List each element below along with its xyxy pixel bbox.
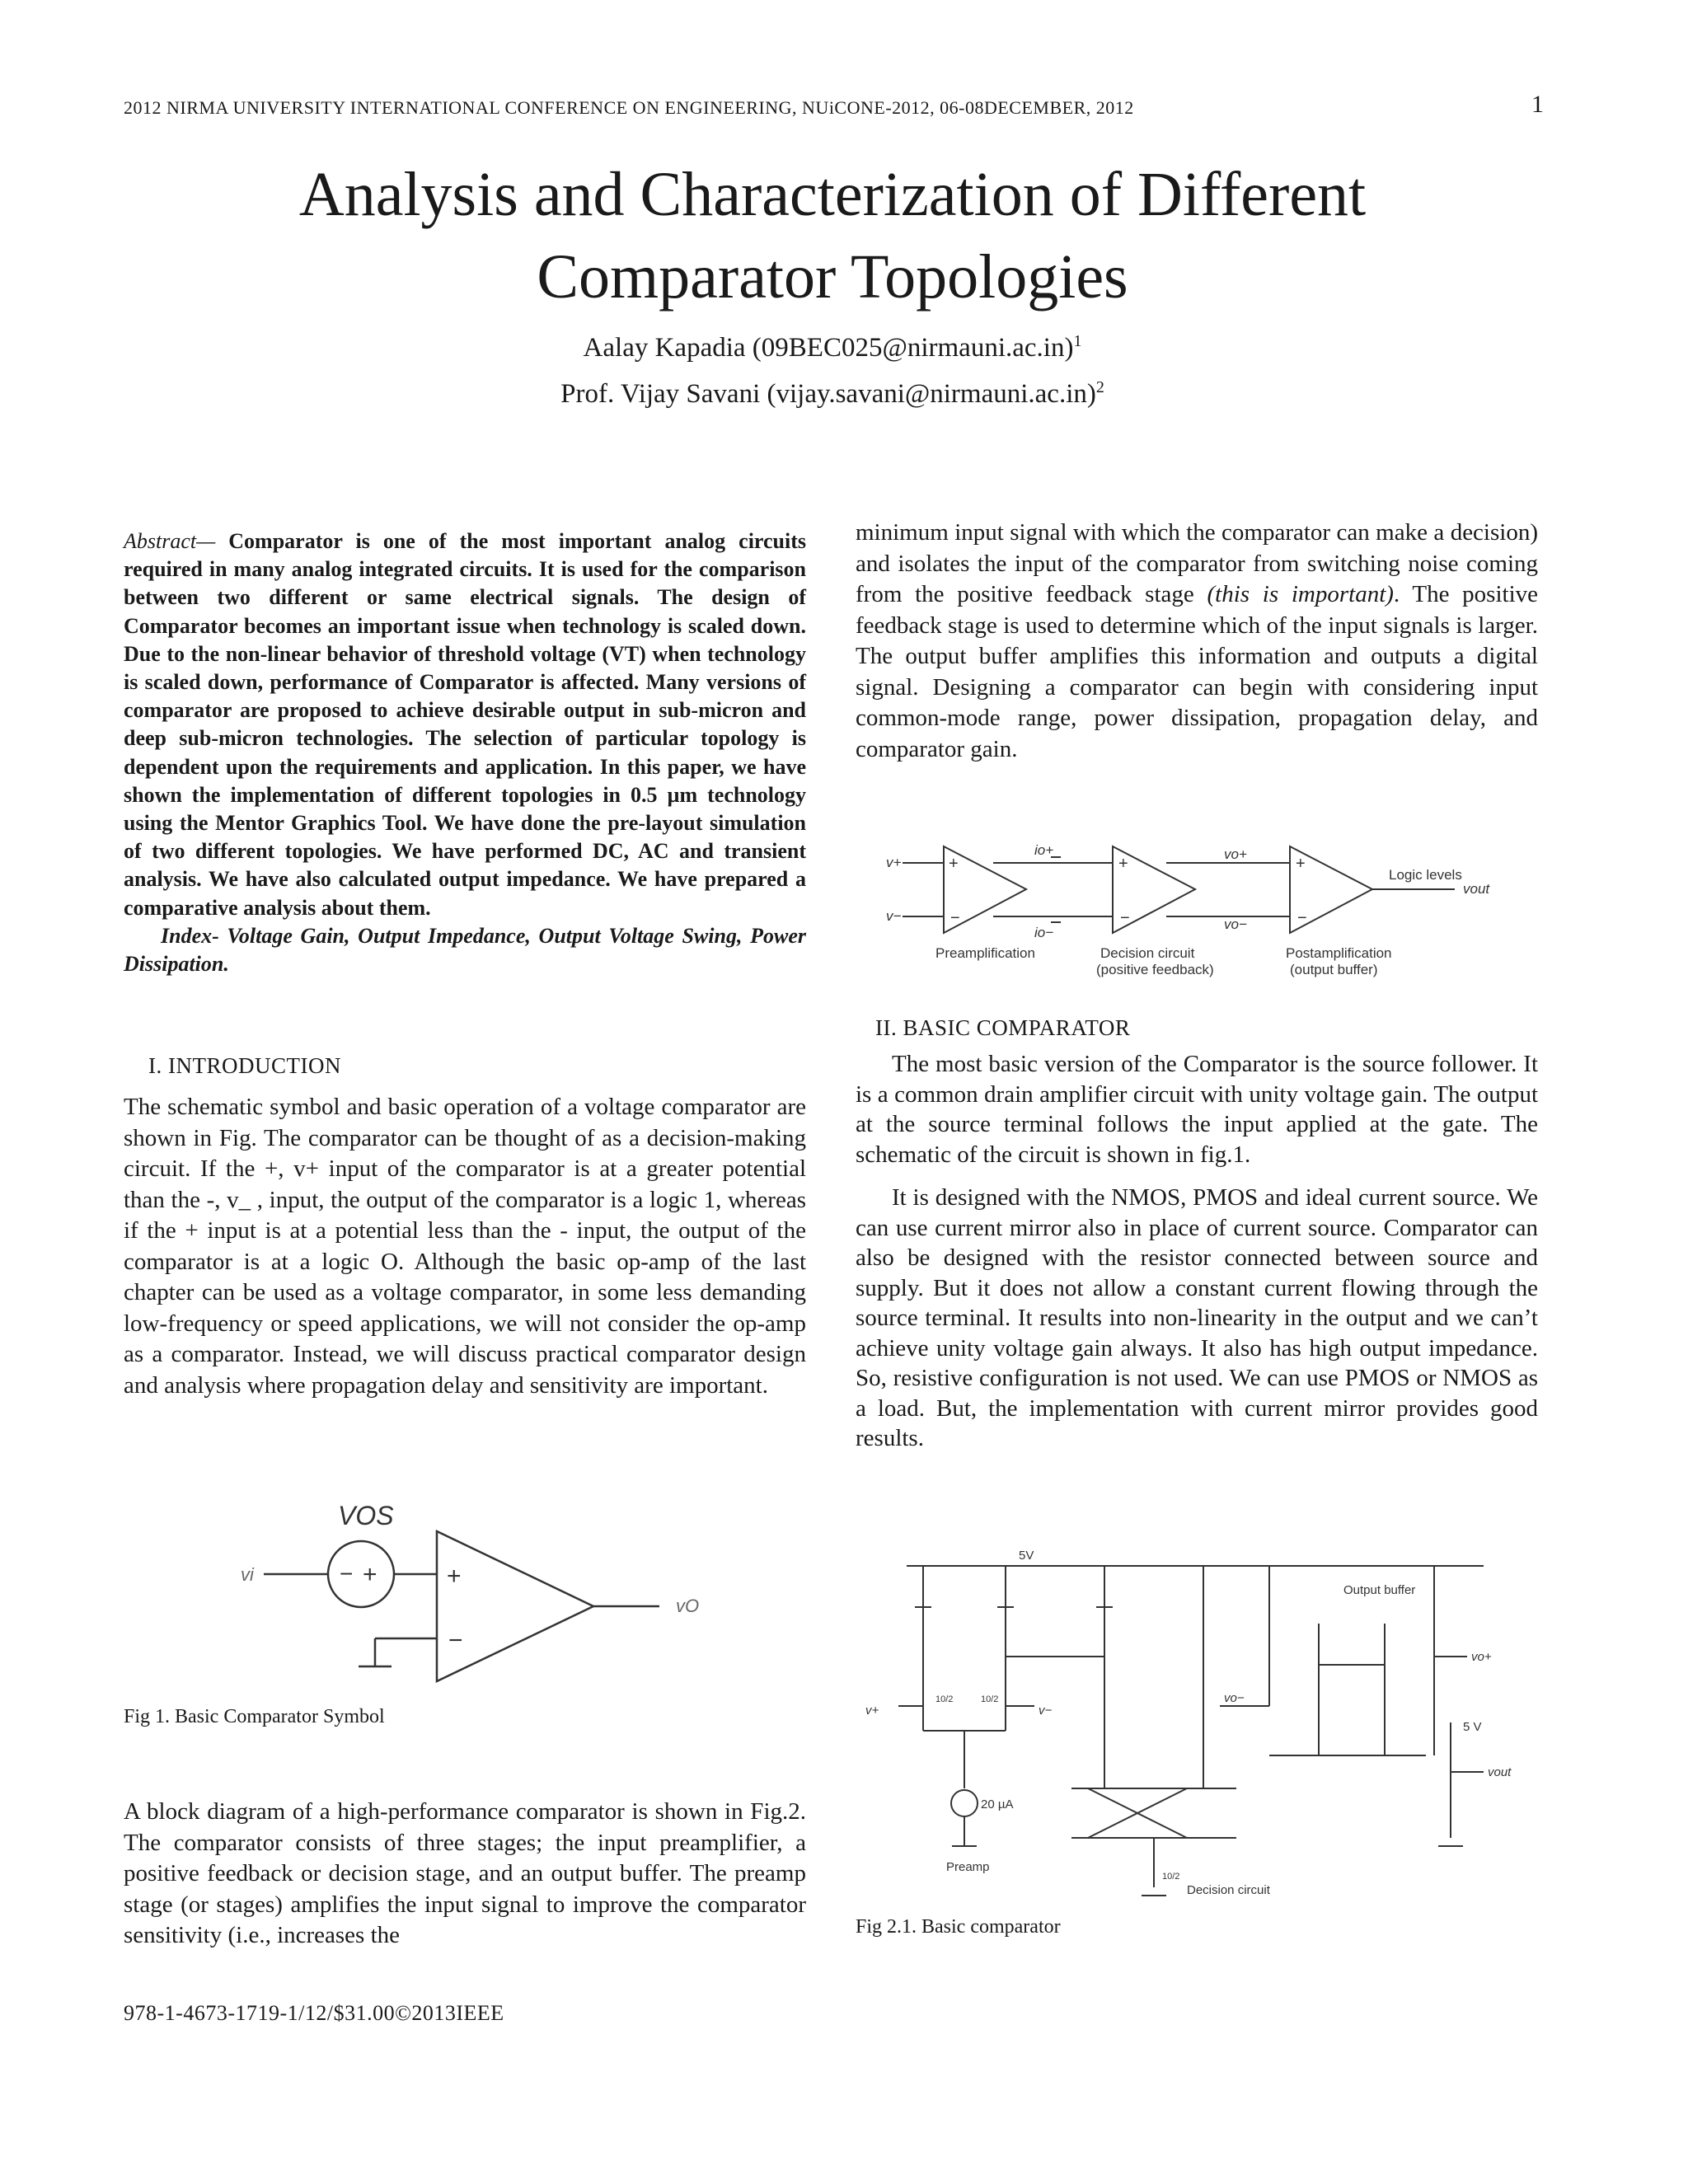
fig1-plus-input: + <box>447 1563 462 1590</box>
block-stage3-sublabel: (output buffer) <box>1290 962 1378 977</box>
block-vo-minus: vo− <box>1224 916 1247 932</box>
block-minus-1: − <box>950 909 960 927</box>
author-1: Aalay Kapadia (09BEC025@nirmauni.ac.in)$^1$ <box>583 332 1082 363</box>
block-vout: vout <box>1463 881 1490 897</box>
block-vo-plus: vo+ <box>1224 846 1247 862</box>
fig2-m1-size: 10/2 <box>935 1694 954 1704</box>
fig2-supply2-label: 5 V <box>1463 1720 1482 1734</box>
basic-comparator-text <box>856 1049 1538 1454</box>
abstract <box>124 527 806 978</box>
block-plus-1: + <box>949 855 959 873</box>
title-line-1: Analysis and Characterization of Different <box>298 160 1367 229</box>
block-stage2-sublabel: (positive feedback) <box>1096 962 1214 977</box>
fig2-m3-size: 10/2 <box>1162 1872 1180 1882</box>
block-diagram-figure <box>886 834 1529 987</box>
fig1-source-plus: + <box>363 1561 377 1588</box>
fig2-vo-minus-label: vo− <box>1224 1691 1245 1705</box>
running-header: 2012 NIRMA UNIVERSITY INTERNATIONAL CONFERENCE ON ENGINEERING, NUiCONE-2012, 06-08DECEMBER, 2012 <box>124 97 1134 118</box>
paper-title <box>165 153 1500 318</box>
fig2-caption: Fig 2.1. Basic comparator <box>856 1916 1061 1938</box>
author-2: Prof. Vijay Savani (vijay.savani@nirmauni.ac.in)$^2$ <box>560 378 1104 409</box>
page-number: 1 <box>1531 91 1544 118</box>
abstract-label: Abstract— <box>124 529 216 553</box>
fig1-source-minus: − <box>340 1561 354 1586</box>
fig1-vi-label: vi <box>241 1564 254 1585</box>
basic-comparator-paragraph-1: The most basic version of the Comparator is the source follower. It is a common drain amplifier circuit with unity voltage gain. The output at the source terminal follows the input applied at the gate. The schematic of the circuit is shown in fig.1. <box>856 1051 1538 1168</box>
fig2-vout-label: vout <box>1488 1765 1512 1779</box>
block-plus-2: + <box>1118 855 1128 873</box>
block-io-plus: io+ <box>1034 842 1054 858</box>
block-diagram-paragraph: A block diagram of a high-performance comparator is shown in Fig.2. The comparator consists of three stages; the input preamplifier, a positive feedback or decision stage, and an output buffer. The preamp stage (or stages) amplifies the input signal to improve the comparator sensitivity (i.e., increases the <box>124 1798 806 1948</box>
fig2-output-buffer-label: Output buffer <box>1343 1583 1416 1597</box>
intro-paragraph: The schematic symbol and basic operation of a voltage comparator are shown in Fig. The comparator can be thought of as a decision-making circuit. If the +, v+ input of the comparator is at a greater potential than the -, v_ , input, the output of the comparator is a logic 1, whereas if the + input is at a potential less than the - input, the output of the comparator is at a logic O. Although the basic op-amp of the last chapter can be used as a voltage comparator, in some less demanding low-frequency or speed applications, we will not consider the op-amp as a comparator. Instead, we will discuss practical comparator design and analysis where propagation delay and sensitivity are important. <box>124 1094 806 1399</box>
basic-comparator-heading: II. BASIC COMPARATOR <box>875 1015 1131 1040</box>
fig1-vo-label: vO <box>676 1596 700 1616</box>
fig2-vminus-label: v− <box>1039 1704 1053 1718</box>
author-block <box>165 321 1500 414</box>
fig1-caption: Fig 1. Basic Comparator Symbol <box>124 1706 385 1727</box>
index-terms: Index- Voltage Gain, Output Impedance, Output Voltage Swing, Power Dissipation. <box>124 923 806 977</box>
block-stage2-label: Decision circuit <box>1100 945 1195 961</box>
fig1-comparator-symbol <box>231 1492 742 1690</box>
block-vminus: v− <box>886 908 902 924</box>
intro-heading: I. INTRODUCTION <box>148 1053 341 1078</box>
basic-comparator-paragraph-2: It is designed with the NMOS, PMOS and ideal current source. We can use current mirror also in place of current source. Comparator can also be designed with the resistor connected between source and supply. But it does not allow a constant current flowing through the source terminal. It results into non-linearity in the output and we can’t achieve unity voltage gain always. It also has high output impedance. So, resistive configuration is not used. We can use PMOS or NMOS as a load. But, the implementation with current mirror provides good results. <box>856 1184 1538 1451</box>
fig2-m2-size: 10/2 <box>981 1694 999 1704</box>
fig2-decision-label: Decision circuit <box>1187 1883 1270 1897</box>
fig1-minus-input: − <box>448 1627 463 1654</box>
block-plus-3: + <box>1296 855 1306 873</box>
block-minus-3: − <box>1297 909 1307 927</box>
copyright-footer: 978-1-4673-1719-1/12/$31.00©2013IEEE <box>124 2001 504 2025</box>
fig2-basic-comparator-schematic <box>857 1541 1517 1929</box>
block-stage1-label: Preamplification <box>935 945 1035 961</box>
fig2-vo-plus-label: vo+ <box>1471 1650 1492 1664</box>
fig1-vos-label: VOS <box>338 1501 394 1530</box>
fig2-supply-label: 5V <box>1019 1549 1034 1563</box>
block-minus-2: − <box>1120 909 1130 927</box>
fig2-vplus-label: v+ <box>865 1704 879 1718</box>
fig2-current-label: 20 µA <box>981 1797 1014 1811</box>
fig2-preamp-label: Preamp <box>946 1860 990 1874</box>
preamp-continuation-paragraph: minimum input signal with which the comparator can make a decision) and isolates the input of the comparator from switching noise coming from the positive feedback stage (this is important). The positive feedback stage is used to determine which of the input signals is larger. The output buffer amplifies this information and outputs a digital signal. Designing a comparator can begin with considering input common-mode range, power dissipation, propagation delay, and comparator gain. <box>856 519 1539 762</box>
block-vplus: v+ <box>886 855 902 870</box>
abstract-text: Comparator is one of the most important analog circuits required in many analog integrated circuits. It is used for the comparison between two different or same electrical signals. The design of Comparator becomes an important issue when technology is scaled down. Due to the non-linear behavior of threshold voltage (VT) when technology is scaled down, performance of Comparator is affected. Many versions of comparator are proposed to achieve desirable output in sub-micron and deep sub-micron technologies. The selection of particular topology is dependent upon the requirements and application. In this paper, we have shown the implementation of different topologies in 0.5 µm technology using the Mentor Graphics Tool. We have done the pre-layout simulation of two different topologies. We have performed DC, AC and transient analysis. We have also calculated output impedance. We have prepared a comparative analysis about them. <box>124 529 806 920</box>
title-line-2: Comparator Topologies <box>537 242 1128 312</box>
block-io-minus: io− <box>1034 925 1054 940</box>
block-logic-levels: Logic levels <box>1389 867 1462 883</box>
block-stage3-label: Postamplification <box>1286 945 1392 961</box>
